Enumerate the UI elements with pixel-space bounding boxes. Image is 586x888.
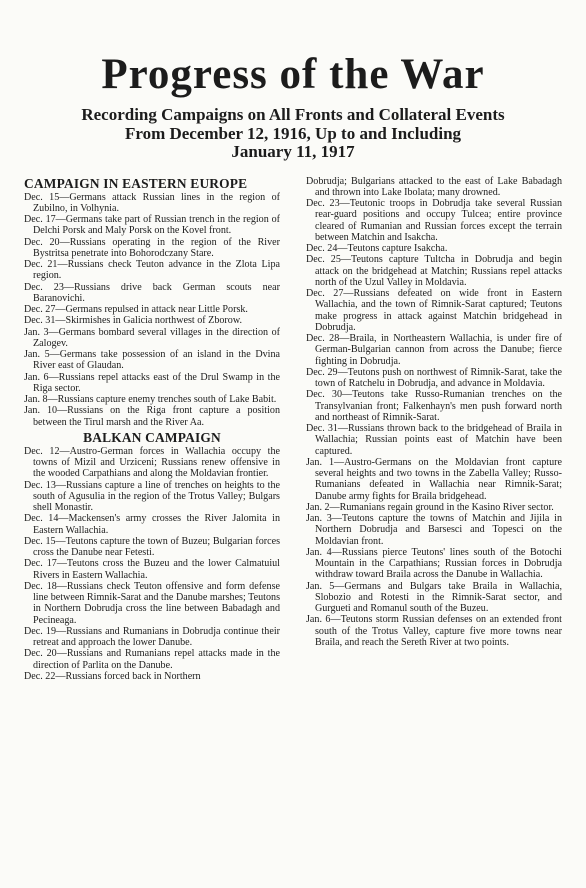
- chronology-entry: Jan. 5—Germans and Bulgars take Braila in Wallachia, Slobozio and Rotesti in the Rimnik-Sarat sector, and Gurgueti and Romanul south of the Buzeu.: [306, 580, 562, 614]
- page-title: Progress of the War: [101, 51, 485, 98]
- chronology-entry: Jan. 1—Austro-Germans on the Moldavian front capture several heights and two towns in the Zabella Valley; Russo-Rumanians defeated in Wallachia near Rimnik-Sarat; Danube army fights for Braila bridgehead.: [306, 456, 562, 502]
- chronology-entry: Dec. 23—Teutonic troops in Dobrudja take several Russian rear-guard positions and occupy Tulcea; entire province cleared of Rumanian and Russian forces except the terrain between Matchin and Isakcha.: [306, 198, 562, 243]
- subtitle-line: Recording Campaigns on All Fronts and Collateral Events: [81, 105, 505, 124]
- chronology-entry: Dec. 15—Germans attack Russian lines in the region of Zubilno, in Volhynia.: [24, 191, 280, 214]
- chronology-entry: Dec. 27—Russians defeated on wide front in Eastern Wallachia, and the town of Rimnik-Sarat captured; Teutons make progress in attack against Matchin bridgehead in Dobrudja.: [306, 288, 562, 333]
- subtitle-line: From December 12, 1916, Up to and Including: [124, 123, 462, 143]
- chronology-entry: Dec. 17—Germans take part of Russian trench in the region of Delchi Porsk and Maly Porsk on the Kovel front.: [24, 214, 280, 237]
- chronology-entry: Dec. 31—Russians thrown back to the bridgehead of Braila in Wallachia; Russian points east of Matchin have been captured.: [306, 423, 562, 457]
- chronology-entry: Jan. 8—Russians capture enemy trenches south of Lake Babit.: [24, 394, 277, 405]
- chronology-entry: Dec. 13—Russians capture a line of trenches on heights to the south of Agusulia in the region of the Trotus Valley; Bulgars shell Monastir.: [24, 479, 280, 513]
- chronology-entry: Jan. 4—Russians pierce Teutons' lines south of the Botochi Mountain in the Carpathians; Russian forces in Dobrudja withdraw toward Braila across the Danube in Wallachia.: [306, 546, 562, 581]
- chronology-entry: Jan. 6—Teutons storm Russian defenses on an extended front south of the Trotus Valley, capture five more towns near Braila, and reach the Sereth River at two points.: [306, 614, 562, 648]
- right-column: [306, 176, 562, 683]
- chronology-entry: Dec. 23—Russians drive back German scouts near Baranovichi.: [24, 281, 280, 304]
- chronology-entry: Jan. 10—Russians on the Riga front capture a position between the Tirul marsh and the River Aa.: [24, 405, 280, 428]
- chronology-entry: Dec. 14—Mackensen's army crosses the River Jalomita in Eastern Wallachia.: [24, 513, 280, 536]
- chronology-entry: Dec. 12—Austro-German forces in Wallachia occupy the towns of Mizil and Urziceni; Russians renew offensive in the wooded Carpathians and along the Moldavian frontier.: [24, 445, 280, 480]
- chronology-entry: Dec. 17—Teutons cross the Buzeu and the lower Calmatuiul Rivers in Eastern Wallachia.: [24, 558, 280, 581]
- chronology-entry: Jan. 3—Germans bombard several villages in the direction of Zalogev.: [24, 326, 280, 349]
- section-heading-eastern-europe: CAMPAIGN IN EASTERN EUROPE: [24, 175, 248, 191]
- balkan-continued-entries: [306, 176, 562, 649]
- chronology-entry: Dec. 28—Braila, in Northeastern Wallachia, is under fire of German-Bulgarian cannon from across the Danube; fierce fighting in Dobrudja.: [306, 333, 562, 367]
- chronology-entry: Jan. 3—Teutons capture the towns of Matchin and Jijila in Northern Dobrudja and Barsesci and Topesci on the Moldavian front.: [306, 513, 562, 547]
- chronology-entry: Jan. 6—Russians repel attacks east of the Drul Swamp in the Riga sector.: [24, 371, 280, 394]
- chronology-entry: Dec. 22—Russians forced back in Northern: [24, 670, 201, 682]
- chronology-entry: Jan. 5—Germans take possession of an island in the Dvina River east of Glaudan.: [24, 349, 280, 372]
- eastern-europe-entries: [24, 192, 280, 428]
- chronology-entry: Dec. 31—Skirmishes in Galicia northwest of Zborow.: [24, 315, 243, 327]
- chronology-entry: Dec. 25—Teutons capture Tultcha in Dobrudja and begin attack on the bridgehead at Matchin; Russians repel attacks north of the Uzul Valley in Moldavia.: [306, 254, 562, 288]
- chronology-entry: Dec. 24—Teutons capture Isakcha.: [306, 243, 448, 254]
- chronology-entry: Dec. 15—Teutons capture the town of Buzeu; Bulgarian forces cross the Danube near Fetesti.: [24, 535, 280, 558]
- chronology-entry: Dec. 18—Russians check Teuton offensive and form defense line between Rimnik-Sarat and the Danube marshes; Teutons in Northern Dobrudja cross the line between Babadagh and Pecineaga.: [24, 580, 280, 626]
- chronology-entry: Dec. 27—Germans repulsed in attack near Little Porsk.: [24, 304, 248, 315]
- chronology-entry: Dec. 19—Russians and Rumanians in Dobrudja continue their retreat and approach the lower Danube.: [24, 625, 280, 648]
- subtitle-line: January 11, 1917: [231, 142, 355, 161]
- text-columns: [24, 176, 562, 683]
- left-column: [24, 176, 280, 683]
- chronology-entry: Dec. 29—Teutons push on northwest of Rimnik-Sarat, take the town of Ratchelu in Dobrudja, and advance in Moldavia.: [306, 366, 562, 389]
- subtitle: [24, 106, 562, 162]
- section-heading-balkan: BALKAN CAMPAIGN: [83, 429, 221, 445]
- chronology-entry: Dec. 21—Russians check Teuton advance in the Zlota Lipa region.: [24, 259, 280, 282]
- balkan-entries: [24, 446, 280, 682]
- chronology-entry: Dec. 20—Russians operating in the region of the River Bystritsa penetrate into Bohorodczany Stare.: [24, 236, 280, 259]
- chronology-entry: Jan. 2—Rumanians regain ground in the Kasino River sector.: [306, 501, 554, 513]
- chronology-entry: Dec. 30—Teutons take Russo-Rumanian trenches on the Transylvanian front; Falkenhayn's men push forward north and northeast of Rimnik-Sarat.: [306, 389, 562, 423]
- chronology-entry: Dec. 20—Russians and Rumanians repel attacks made in the direction of Parlita on the Danube.: [24, 648, 280, 671]
- chronology-entry: Dobrudja; Bulgarians attacked to the east of Lake Babadagh and thrown into Lake Ibolata; many drowned.: [306, 175, 562, 198]
